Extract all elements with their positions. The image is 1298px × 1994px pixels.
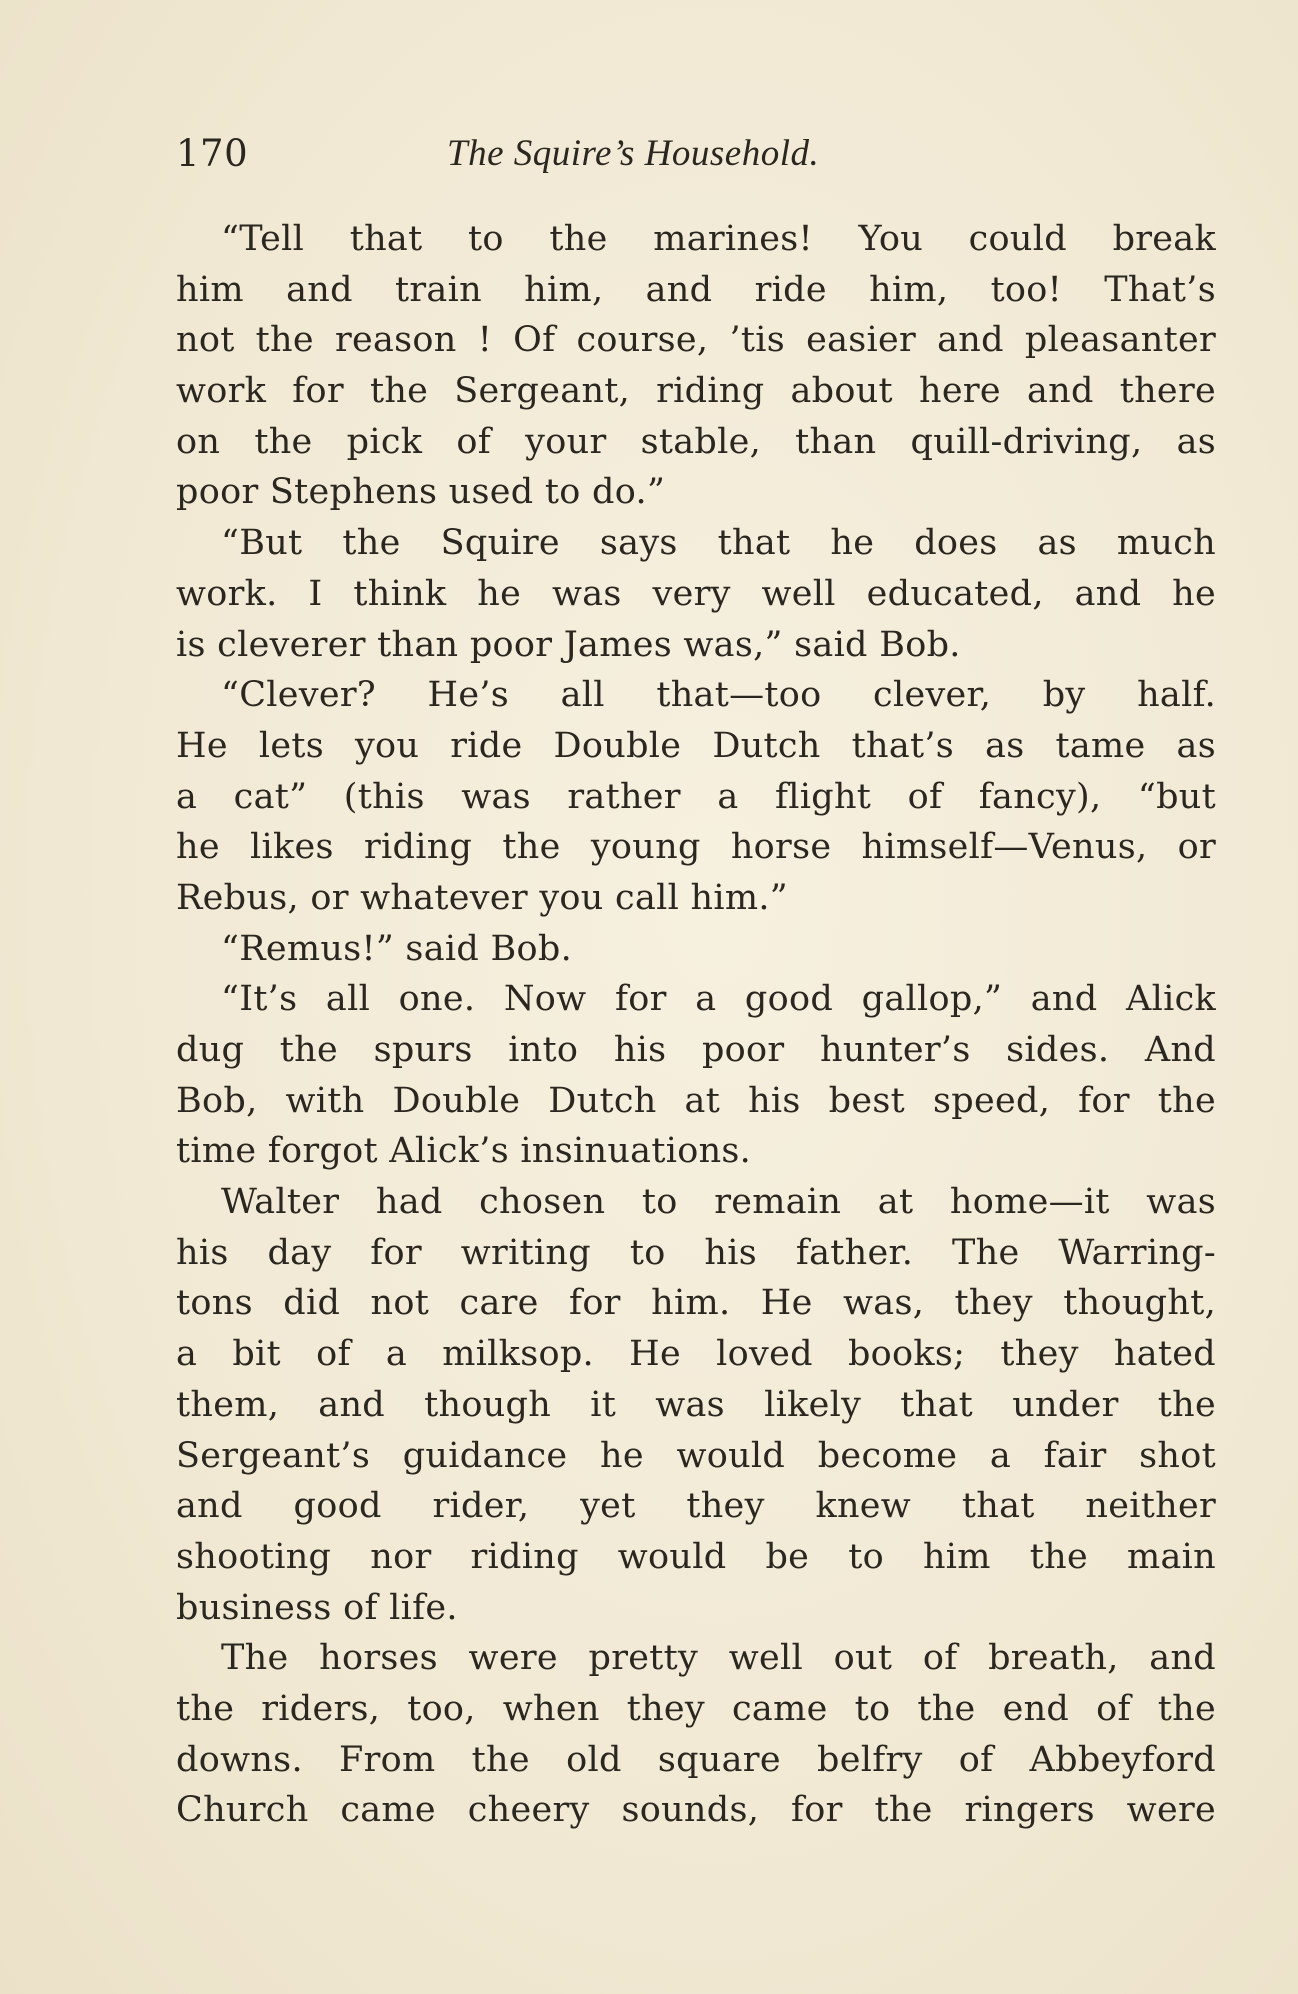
text-line: Church came cheery sounds, for the ringers were [176, 1790, 1216, 1831]
text-line: The horses were pretty well out of breath, and [221, 1638, 1216, 1679]
text-line: his day for writing to his father. The Warring- [176, 1232, 1216, 1273]
text-line: is cleverer than poor James was,” said Bob. [176, 624, 961, 665]
text-line: a bit of a milksop. He loved books; they hated [176, 1334, 1216, 1375]
text-line: Walter had chosen to remain at home—it was [221, 1182, 1216, 1223]
text-line: dug the spurs into his poor hunter’s sides. And [176, 1030, 1216, 1070]
text-line: work for the Sergeant, riding about here and there [176, 371, 1216, 412]
text-line: and good rider, yet they knew that neither [176, 1486, 1216, 1527]
body-text [176, 214, 1216, 1836]
text-line: poor Stephens used to do.” [176, 472, 666, 513]
text-line: “Remus!” said Bob. [221, 928, 573, 969]
text-line: on the pick of your stable, than quill-driving, as [176, 421, 1216, 462]
text-line: “It’s all one. Now for a good gallop,” and Alick [221, 979, 1216, 1020]
text-line: He lets you ride Double Dutch that’s as tame as [176, 725, 1216, 766]
page-number: 170 [176, 132, 249, 175]
running-title: The Squire’s Household. [447, 133, 820, 174]
text-line: shooting nor riding would be to him the main [176, 1536, 1216, 1577]
text-line: not the reason ! Of course, ’tis easier and pleasanter [176, 320, 1216, 361]
text-line: time forgot Alick’s insinuations. [176, 1131, 752, 1172]
text-line: work. I think he was very well educated, and he [176, 573, 1216, 614]
text-line: Bob, with Double Dutch at his best speed, for the [176, 1080, 1216, 1121]
text-line: him and train him, and ride him, too! That’s [176, 269, 1216, 310]
page-header [176, 132, 1216, 182]
text-line: tons did not care for him. He was, they thought, [176, 1283, 1216, 1324]
text-line: the riders, too, when they came to the end of the [176, 1688, 1216, 1729]
text-line: “But the Squire says that he does as much [221, 523, 1216, 564]
text-line: business of life. [176, 1587, 458, 1628]
text-line: them, and though it was likely that under the [176, 1384, 1216, 1425]
text-line: Sergeant’s guidance he would become a fair shot [176, 1435, 1216, 1476]
text-line: he likes riding the young horse himself—Venus, or [176, 827, 1216, 868]
text-line: Rebus, or whatever you call him.” [176, 877, 788, 918]
text-line: a cat” (this was rather a flight of fancy), “but [176, 776, 1216, 817]
text-line: “Tell that to the marines! You could break [221, 219, 1216, 259]
text-line: downs. From the old square belfry of Abbeyford [176, 1739, 1216, 1780]
text-line: “Clever? He’s all that—too clever, by half. [221, 675, 1216, 716]
